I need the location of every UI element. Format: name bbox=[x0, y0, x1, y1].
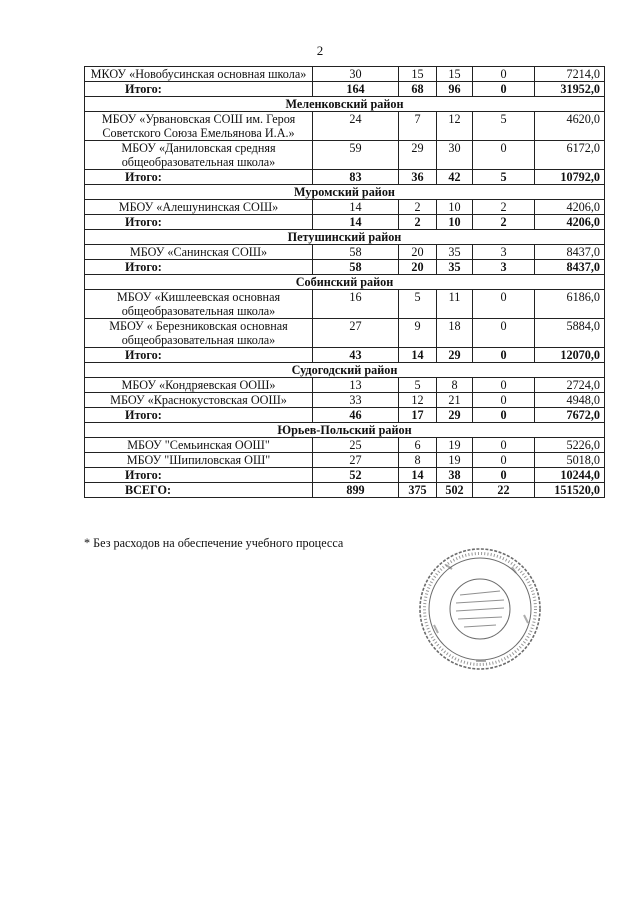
school-name: МБОУ «Даниловская средняя общеобразовательная школа» bbox=[85, 141, 313, 170]
value-cell-a: 25 bbox=[313, 438, 399, 453]
value-cell-e: 10244,0 bbox=[535, 468, 605, 483]
value-cell-d: 0 bbox=[473, 348, 535, 363]
value-cell-c: 12 bbox=[437, 112, 473, 141]
value-cell-b: 68 bbox=[399, 82, 437, 97]
value-cell-b: 14 bbox=[399, 468, 437, 483]
school-name: МКОУ «Новобусинская основная школа» bbox=[85, 67, 313, 82]
school-name: МБОУ «Санинская СОШ» bbox=[85, 245, 313, 260]
subtotal-row bbox=[85, 260, 605, 275]
value-cell-e: 4620,0 bbox=[535, 112, 605, 141]
allocation-table bbox=[84, 66, 605, 498]
value-cell-a: 33 bbox=[313, 393, 399, 408]
value-cell-e: 7672,0 bbox=[535, 408, 605, 423]
value-cell-a: 13 bbox=[313, 378, 399, 393]
school-row bbox=[85, 393, 605, 408]
value-cell-b: 20 bbox=[399, 260, 437, 275]
value-cell-c: 35 bbox=[437, 260, 473, 275]
value-cell-b: 375 bbox=[399, 483, 437, 498]
district-name: Судогодский район bbox=[85, 363, 605, 378]
value-cell-d: 0 bbox=[473, 141, 535, 170]
value-cell-a: 899 bbox=[313, 483, 399, 498]
value-cell-d: 0 bbox=[473, 408, 535, 423]
value-cell-e: 12070,0 bbox=[535, 348, 605, 363]
subtotal-row bbox=[85, 215, 605, 230]
page-number: 2 bbox=[316, 43, 324, 58]
value-cell-c: 30 bbox=[437, 141, 473, 170]
subtotal-row bbox=[85, 468, 605, 483]
value-cell-b: 20 bbox=[399, 245, 437, 260]
value-cell-c: 38 bbox=[437, 468, 473, 483]
school-row bbox=[85, 112, 605, 141]
value-cell-c: 15 bbox=[437, 67, 473, 82]
school-name: МБОУ «Краснокустовская ООШ» bbox=[85, 393, 313, 408]
value-cell-d: 0 bbox=[473, 319, 535, 348]
school-row bbox=[85, 141, 605, 170]
value-cell-e: 6186,0 bbox=[535, 290, 605, 319]
value-cell-c: 10 bbox=[437, 215, 473, 230]
value-cell-d: 2 bbox=[473, 215, 535, 230]
value-cell-d: 0 bbox=[473, 468, 535, 483]
subtotal-row bbox=[85, 82, 605, 97]
district-name: Собинский район bbox=[85, 275, 605, 290]
value-cell-d: 22 bbox=[473, 483, 535, 498]
value-cell-e: 8437,0 bbox=[535, 245, 605, 260]
value-cell-a: 83 bbox=[313, 170, 399, 185]
district-header-row bbox=[85, 423, 605, 438]
district-name: Меленковский район bbox=[85, 97, 605, 112]
value-cell-c: 18 bbox=[437, 319, 473, 348]
value-cell-b: 8 bbox=[399, 453, 437, 468]
value-cell-d: 5 bbox=[473, 170, 535, 185]
school-row bbox=[85, 378, 605, 393]
value-cell-b: 14 bbox=[399, 348, 437, 363]
school-row bbox=[85, 453, 605, 468]
value-cell-c: 19 bbox=[437, 453, 473, 468]
total-label: Итого: bbox=[85, 468, 313, 483]
value-cell-a: 27 bbox=[313, 319, 399, 348]
school-row bbox=[85, 290, 605, 319]
value-cell-d: 3 bbox=[473, 260, 535, 275]
value-cell-e: 4206,0 bbox=[535, 200, 605, 215]
school-row bbox=[85, 438, 605, 453]
grand-total-row bbox=[85, 483, 605, 498]
value-cell-a: 59 bbox=[313, 141, 399, 170]
value-cell-a: 14 bbox=[313, 215, 399, 230]
value-cell-e: 5226,0 bbox=[535, 438, 605, 453]
school-name: МБОУ «Кондряевская ООШ» bbox=[85, 378, 313, 393]
value-cell-d: 0 bbox=[473, 393, 535, 408]
value-cell-b: 9 bbox=[399, 319, 437, 348]
district-header-row bbox=[85, 185, 605, 200]
total-label: Итого: bbox=[85, 408, 313, 423]
value-cell-c: 42 bbox=[437, 170, 473, 185]
total-label: Итого: bbox=[85, 260, 313, 275]
value-cell-d: 0 bbox=[473, 67, 535, 82]
value-cell-d: 0 bbox=[473, 378, 535, 393]
value-cell-e: 2724,0 bbox=[535, 378, 605, 393]
total-label: Итого: bbox=[85, 170, 313, 185]
allocation-table-body bbox=[85, 67, 605, 498]
value-cell-e: 4206,0 bbox=[535, 215, 605, 230]
school-row bbox=[85, 245, 605, 260]
school-name: МБОУ "Семьинская ООШ" bbox=[85, 438, 313, 453]
district-name: Юрьев-Польский район bbox=[85, 423, 605, 438]
value-cell-b: 17 bbox=[399, 408, 437, 423]
value-cell-c: 21 bbox=[437, 393, 473, 408]
value-cell-d: 2 bbox=[473, 200, 535, 215]
value-cell-a: 30 bbox=[313, 67, 399, 82]
school-name: МБОУ "Шипиловская ОШ" bbox=[85, 453, 313, 468]
district-header-row bbox=[85, 275, 605, 290]
value-cell-d: 5 bbox=[473, 112, 535, 141]
value-cell-c: 19 bbox=[437, 438, 473, 453]
school-name: МБОУ «Кишлеевская основная общеобразовательная школа» bbox=[85, 290, 313, 319]
value-cell-e: 6172,0 bbox=[535, 141, 605, 170]
footnote: * Без расходов на обеспечение учебного процесса bbox=[84, 536, 344, 550]
value-cell-a: 27 bbox=[313, 453, 399, 468]
value-cell-a: 58 bbox=[313, 245, 399, 260]
value-cell-e: 4948,0 bbox=[535, 393, 605, 408]
value-cell-b: 5 bbox=[399, 290, 437, 319]
district-name: Петушинский район bbox=[85, 230, 605, 245]
school-row bbox=[85, 319, 605, 348]
value-cell-c: 10 bbox=[437, 200, 473, 215]
value-cell-e: 7214,0 bbox=[535, 67, 605, 82]
round-seal-stamp bbox=[416, 545, 544, 673]
value-cell-e: 8437,0 bbox=[535, 260, 605, 275]
district-header-row bbox=[85, 97, 605, 112]
total-label: ВСЕГО: bbox=[85, 483, 313, 498]
value-cell-b: 5 bbox=[399, 378, 437, 393]
school-row bbox=[85, 67, 605, 82]
value-cell-c: 35 bbox=[437, 245, 473, 260]
school-name: МБОУ «Урвановская СОШ им. Героя Советского Союза Емельянова И.А.» bbox=[85, 112, 313, 141]
value-cell-e: 151520,0 bbox=[535, 483, 605, 498]
value-cell-a: 16 bbox=[313, 290, 399, 319]
school-name: МБОУ «Алешунинская СОШ» bbox=[85, 200, 313, 215]
total-label: Итого: bbox=[85, 215, 313, 230]
value-cell-a: 14 bbox=[313, 200, 399, 215]
value-cell-c: 8 bbox=[437, 378, 473, 393]
subtotal-row bbox=[85, 170, 605, 185]
school-row bbox=[85, 200, 605, 215]
value-cell-b: 2 bbox=[399, 200, 437, 215]
value-cell-c: 96 bbox=[437, 82, 473, 97]
value-cell-b: 15 bbox=[399, 67, 437, 82]
value-cell-c: 502 bbox=[437, 483, 473, 498]
value-cell-e: 5884,0 bbox=[535, 319, 605, 348]
value-cell-c: 11 bbox=[437, 290, 473, 319]
subtotal-row bbox=[85, 348, 605, 363]
value-cell-d: 0 bbox=[473, 453, 535, 468]
total-label: Итого: bbox=[85, 348, 313, 363]
value-cell-d: 0 bbox=[473, 82, 535, 97]
value-cell-a: 46 bbox=[313, 408, 399, 423]
value-cell-c: 29 bbox=[437, 348, 473, 363]
value-cell-a: 58 bbox=[313, 260, 399, 275]
value-cell-b: 36 bbox=[399, 170, 437, 185]
value-cell-b: 2 bbox=[399, 215, 437, 230]
value-cell-e: 31952,0 bbox=[535, 82, 605, 97]
value-cell-a: 52 bbox=[313, 468, 399, 483]
district-header-row bbox=[85, 230, 605, 245]
district-header-row bbox=[85, 363, 605, 378]
value-cell-b: 12 bbox=[399, 393, 437, 408]
total-label: Итого: bbox=[85, 82, 313, 97]
value-cell-a: 164 bbox=[313, 82, 399, 97]
value-cell-e: 5018,0 bbox=[535, 453, 605, 468]
value-cell-b: 6 bbox=[399, 438, 437, 453]
value-cell-c: 29 bbox=[437, 408, 473, 423]
value-cell-d: 3 bbox=[473, 245, 535, 260]
value-cell-a: 24 bbox=[313, 112, 399, 141]
value-cell-a: 43 bbox=[313, 348, 399, 363]
value-cell-e: 10792,0 bbox=[535, 170, 605, 185]
district-name: Муромский район bbox=[85, 185, 605, 200]
school-name: МБОУ « Березниковская основная общеобразовательная школа» bbox=[85, 319, 313, 348]
value-cell-b: 7 bbox=[399, 112, 437, 141]
value-cell-d: 0 bbox=[473, 438, 535, 453]
value-cell-d: 0 bbox=[473, 290, 535, 319]
value-cell-b: 29 bbox=[399, 141, 437, 170]
subtotal-row bbox=[85, 408, 605, 423]
